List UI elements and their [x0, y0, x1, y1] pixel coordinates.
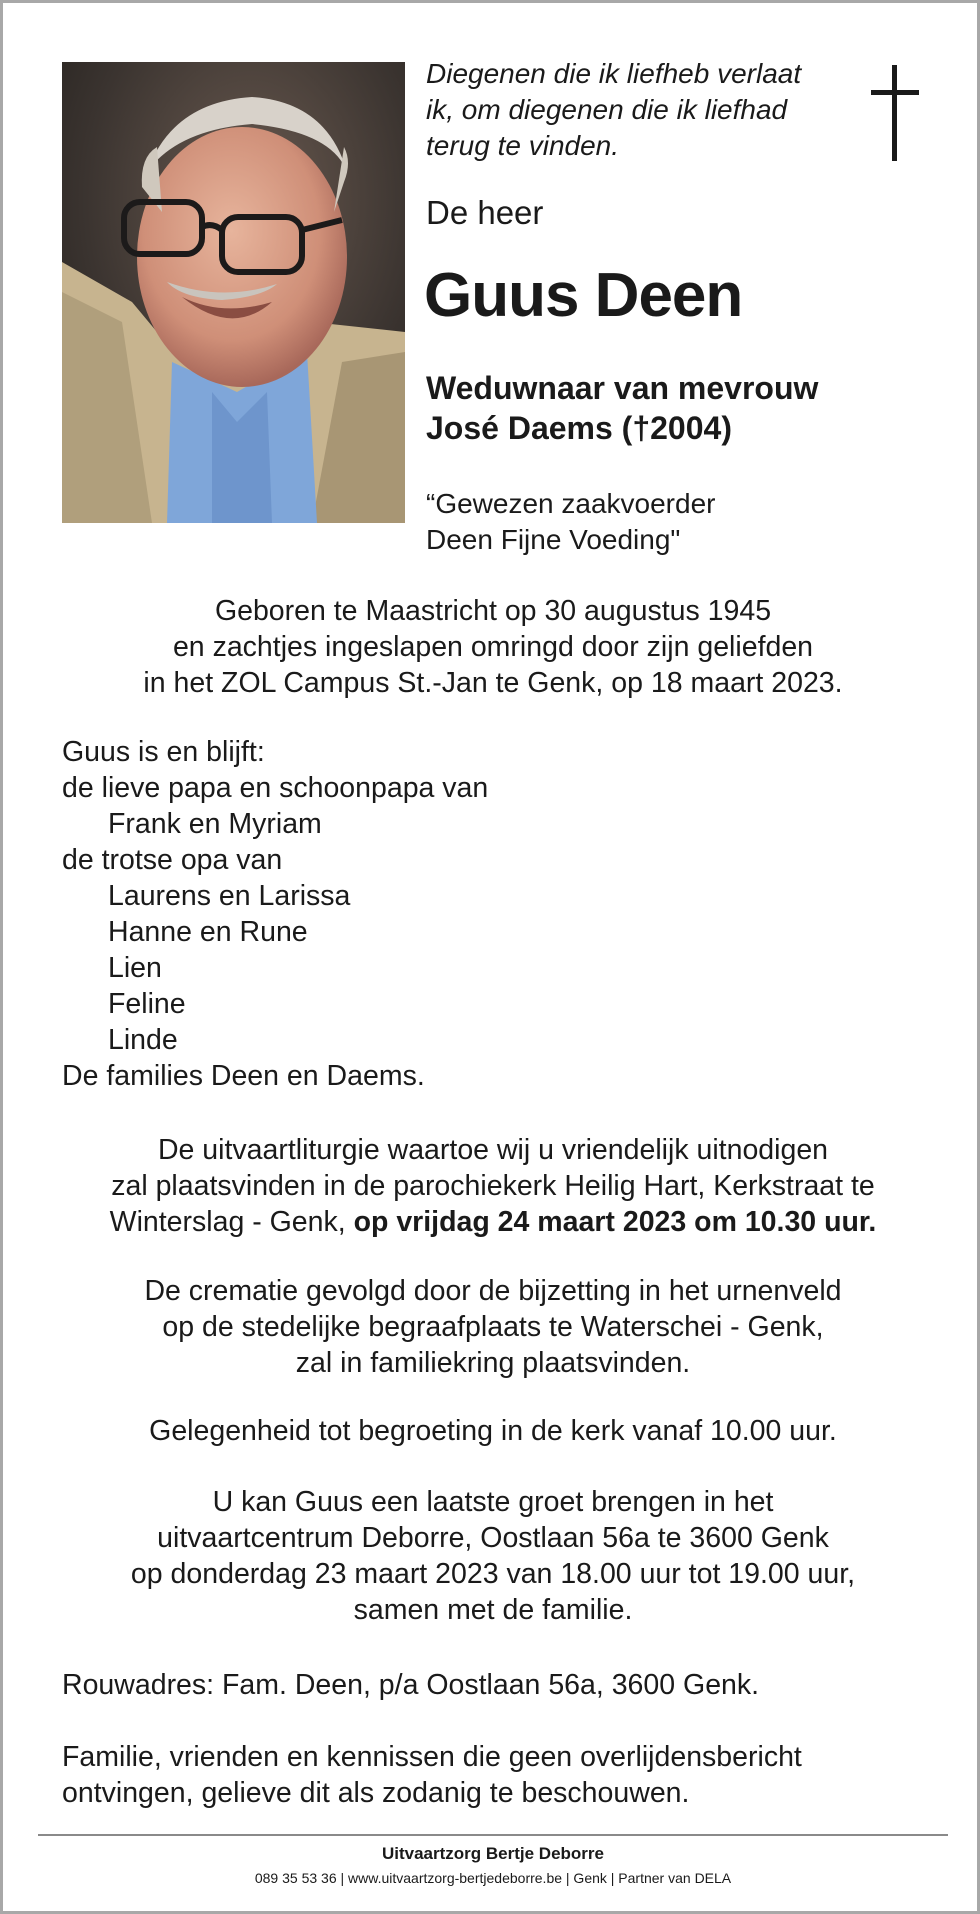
grandchild-item: Laurens en Larissa: [108, 880, 351, 912]
notice-line-2: ontvingen, gelieve dit als zodanig te beschouwen.: [62, 1777, 690, 1809]
condolences-line: Gelegenheid tot begroeting in de kerk vanaf 10.00 uur.: [149, 1415, 837, 1447]
mourning-address: [62, 1667, 942, 1703]
liturgy-line-2: zal plaatsvinden in de parochiekerk Heilig Hart, Kerkstraat te: [111, 1170, 875, 1202]
former-occupation: “Gewezen zaakvoerder Deen Fijne Voeding": [426, 488, 716, 555]
address-line: Rouwadres: Fam. Deen, p/a Oostlaan 56a, 3600 Genk.: [62, 1669, 760, 1701]
liturgy-line-1: De uitvaartliturgie waartoe wij u vriendelijk uitnodigen: [157, 1134, 829, 1166]
family-list: [62, 734, 942, 1094]
notice-line-1: Familie, vrienden en kennissen die geen overlijdensbericht: [62, 1741, 802, 1773]
grandchild-item: Lien: [108, 952, 162, 984]
visitation-line-4: samen met de familie.: [353, 1594, 633, 1626]
grandchild-item: Feline: [108, 988, 186, 1020]
grandchildren-label: de trotse opa van: [62, 844, 283, 876]
latin-cross-icon: [865, 63, 925, 163]
cremation-line-2: op de stedelijke begraafplaats te Waterschei - Genk,: [162, 1311, 824, 1343]
funeral-home-name: Uitvaartzorg Bertje Deborre: [381, 1844, 604, 1863]
liturgy-place: Winterslag - Genk,: [109, 1206, 354, 1238]
liturgy-paragraph: [43, 1132, 943, 1240]
memorial-quote: Diegenen die ik liefheb verlaat ik, om diegenen die ik liefhad terug te vinden.: [426, 58, 802, 161]
cremation-line-3: zal in familiekring plaatsvinden.: [295, 1347, 691, 1379]
footer-divider: [38, 1834, 948, 1836]
family-intro: Guus is en blijft:: [62, 736, 265, 768]
grandchild-item: Hanne en Rune: [108, 916, 308, 948]
liturgy-date-time: op vrijdag 24 maart 2023 om 10.30 uur.: [353, 1206, 877, 1238]
notice-paragraph: [62, 1739, 942, 1811]
visitation-paragraph: [43, 1484, 943, 1628]
visitation-line-1: U kan Guus een laatste groet brengen in het: [212, 1486, 774, 1518]
visitation-line-2: uitvaartcentrum Deborre, Oostlaan 56a te 3600 Genk: [157, 1522, 829, 1554]
children-names: Frank en Myriam: [108, 808, 322, 840]
portrait-photo: [62, 62, 405, 523]
widow-of: Weduwnaar van mevrouw José Daems (†2004): [426, 370, 819, 446]
place-date-line: in het ZOL Campus St.-Jan te Genk, op 18 maart 2023.: [143, 667, 843, 699]
grandchild-item: Linde: [108, 1024, 178, 1056]
deceased-name: Guus Deen: [424, 261, 743, 330]
cremation-paragraph: [43, 1273, 943, 1381]
children-label: de lieve papa en schoonpapa van: [62, 772, 489, 804]
birth-death-paragraph: [43, 593, 943, 701]
visitation-line-3: op donderdag 23 maart 2023 van 18.00 uur tot 19.00 uur,: [130, 1558, 856, 1590]
passing-line: en zachtjes ingeslapen omringd door zijn geliefden: [172, 631, 814, 663]
funeral-home-contact: 089 35 53 36 | www.uitvaartzorg-bertjedeborre.be | Genk | Partner van DELA: [254, 1870, 732, 1886]
honorific: De heer: [426, 194, 544, 231]
cremation-line-1: De crematie gevolgd door de bijzetting in het urnenveld: [144, 1275, 842, 1307]
birth-line: Geboren te Maastricht op 30 augustus 1945: [214, 595, 772, 627]
liturgy-line-3: [43, 1204, 943, 1240]
condolences-paragraph: [43, 1413, 943, 1449]
families-line: De families Deen en Daems.: [62, 1060, 425, 1092]
